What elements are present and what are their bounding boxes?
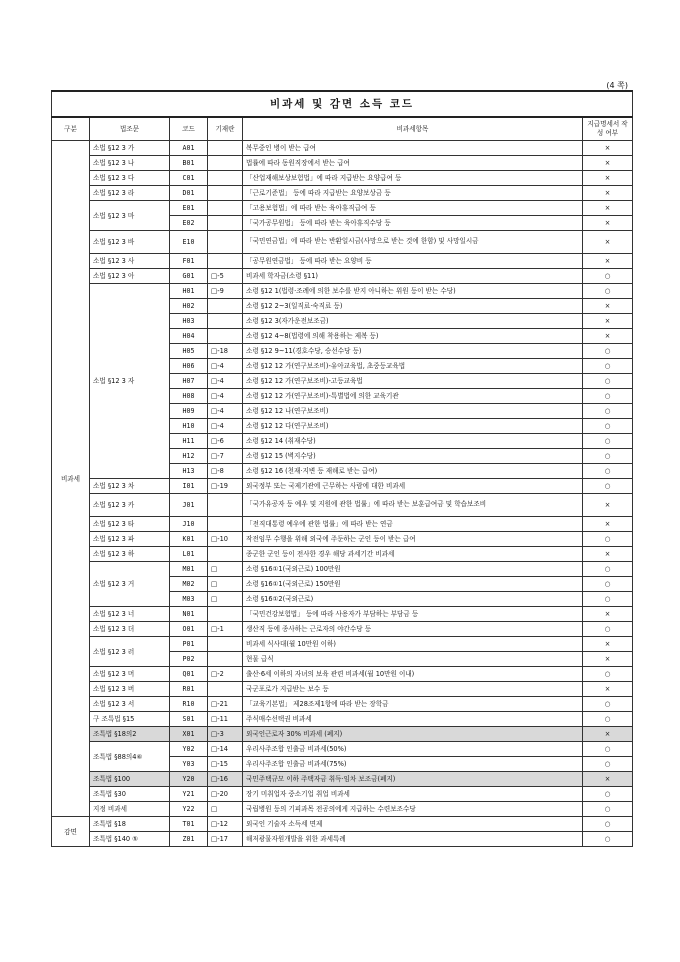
report-mark-cell: ○	[583, 592, 633, 607]
code-cell: H03	[170, 314, 208, 329]
code-cell: H13	[170, 464, 208, 479]
table-row	[52, 231, 633, 254]
code-cell: G01	[170, 269, 208, 284]
code-cell: H08	[170, 389, 208, 404]
code-cell: N01	[170, 607, 208, 622]
report-mark-cell: ○	[583, 284, 633, 299]
header-law: 법조문	[90, 117, 170, 141]
header-code: 코드	[170, 117, 208, 141]
law-cell: 소법 §12 3 서	[90, 697, 170, 712]
item-cell: 소령 §12 12 가(연구보조비)-고등교육법	[243, 374, 583, 389]
entry-no-cell: □-18	[208, 344, 243, 359]
code-cell: M01	[170, 562, 208, 577]
entry-no-cell: □-17	[208, 832, 243, 847]
report-mark-cell: ○	[583, 532, 633, 547]
code-cell: Y03	[170, 757, 208, 772]
code-cell: H04	[170, 329, 208, 344]
entry-no-cell	[208, 329, 243, 344]
table-row	[52, 479, 633, 494]
entry-no-cell: □	[208, 802, 243, 817]
table-row	[52, 742, 633, 757]
report-mark-cell: ×	[583, 171, 633, 186]
item-cell: 비과세 학자금(소령 §11)	[243, 269, 583, 284]
item-cell: 국민주택규모 이하 주택자금 취득·임차 보조금(폐지)	[243, 772, 583, 787]
item-cell: 해저광물자원개발을 위한 과세특례	[243, 832, 583, 847]
report-mark-cell: ×	[583, 607, 633, 622]
entry-no-cell: □	[208, 562, 243, 577]
code-cell: B01	[170, 156, 208, 171]
report-mark-cell: ○	[583, 832, 633, 847]
report-mark-cell: ○	[583, 434, 633, 449]
table-row	[52, 494, 633, 517]
code-cell: Q01	[170, 667, 208, 682]
law-cell: 소법 §12 3 자	[90, 284, 170, 479]
report-mark-cell: ×	[583, 637, 633, 652]
table-row	[52, 682, 633, 697]
table-row	[52, 697, 633, 712]
report-mark-cell: ○	[583, 622, 633, 637]
report-mark-cell: ×	[583, 299, 633, 314]
entry-no-cell: □-12	[208, 817, 243, 832]
law-cell: 소법 §12 3 라	[90, 186, 170, 201]
item-cell: 「산업재해보상보험법」에 따라 지급받는 요양급여 등	[243, 171, 583, 186]
entry-no-cell: □-11	[208, 712, 243, 727]
law-cell: 소법 §12 3 하	[90, 547, 170, 562]
table-row	[52, 772, 633, 787]
report-mark-cell: ×	[583, 156, 633, 171]
report-mark-cell: ○	[583, 479, 633, 494]
code-cell: I01	[170, 479, 208, 494]
item-cell: 「교육기본법」 제28조제1항에 따라 받는 장학금	[243, 697, 583, 712]
header-category: 구분	[52, 117, 90, 141]
law-cell: 소법 §12 3 다	[90, 171, 170, 186]
report-mark-cell: ○	[583, 577, 633, 592]
entry-no-cell: □-15	[208, 757, 243, 772]
table-title: 비과세 및 감면 소득 코드	[52, 91, 633, 117]
code-cell: H07	[170, 374, 208, 389]
table-row	[52, 667, 633, 682]
entry-no-cell: □	[208, 577, 243, 592]
item-cell: 소령 §12 15 (벽지수당)	[243, 449, 583, 464]
code-cell: H02	[170, 299, 208, 314]
entry-no-cell: □-4	[208, 404, 243, 419]
entry-no-cell: □-4	[208, 359, 243, 374]
entry-no-cell: □-20	[208, 787, 243, 802]
item-cell: 작전임무 수행을 위해 외국에 주둔하는 군인 등이 받는 급여	[243, 532, 583, 547]
item-cell: 비과세 식사대(월 10만원 이하)	[243, 637, 583, 652]
table-row	[52, 186, 633, 201]
law-cell: 조특법 §88의4⑥	[90, 742, 170, 772]
code-cell: H09	[170, 404, 208, 419]
code-cell: F01	[170, 254, 208, 269]
report-mark-cell: ×	[583, 517, 633, 532]
item-cell: 소령 §12 3(자가운전보조금)	[243, 314, 583, 329]
code-cell: P02	[170, 652, 208, 667]
category-nontaxable: 비과세	[52, 141, 90, 817]
item-cell: 「고용보험법」에 따라 받는 육아휴직급여 등	[243, 201, 583, 216]
header-entry-no: 기재란	[208, 117, 243, 141]
entry-no-cell: □-4	[208, 374, 243, 389]
law-cell: 소법 §12 3 가	[90, 141, 170, 156]
entry-no-cell	[208, 156, 243, 171]
code-cell: S01	[170, 712, 208, 727]
law-cell: 조특법 §18	[90, 817, 170, 832]
item-cell: 소령 §12 12 나(연구보조비)	[243, 404, 583, 419]
entry-no-cell	[208, 299, 243, 314]
table-row	[52, 254, 633, 269]
code-cell: K01	[170, 532, 208, 547]
report-mark-cell: ×	[583, 682, 633, 697]
law-cell: 소법 §12 3 머	[90, 667, 170, 682]
table-row	[52, 171, 633, 186]
entry-no-cell: □-5	[208, 269, 243, 284]
item-cell: 소령 §12 12 가(연구보조비)-유아교육법, 초중등교육법	[243, 359, 583, 374]
entry-no-cell: □-4	[208, 419, 243, 434]
item-cell: 현물 급식	[243, 652, 583, 667]
entry-no-cell	[208, 201, 243, 216]
law-cell: 구 조특법 §15	[90, 712, 170, 727]
report-mark-cell: ×	[583, 186, 633, 201]
entry-no-cell	[208, 314, 243, 329]
entry-no-cell: □-10	[208, 532, 243, 547]
report-mark-cell: ○	[583, 742, 633, 757]
law-cell: 소법 §12 3 거	[90, 562, 170, 607]
entry-no-cell: □	[208, 592, 243, 607]
code-cell: E01	[170, 201, 208, 216]
entry-no-cell: □-6	[208, 434, 243, 449]
report-mark-cell: ×	[583, 727, 633, 742]
table-row	[52, 817, 633, 832]
entry-no-cell	[208, 607, 243, 622]
table-row	[52, 562, 633, 577]
report-mark-cell: ○	[583, 667, 633, 682]
item-cell: 우리사주조합 인출금 비과세(75%)	[243, 757, 583, 772]
law-cell: 소법 §12 3 차	[90, 479, 170, 494]
report-mark-cell: ○	[583, 697, 633, 712]
entry-no-cell: □-1	[208, 622, 243, 637]
code-cell: L01	[170, 547, 208, 562]
report-mark-cell: ×	[583, 314, 633, 329]
code-cell: Y22	[170, 802, 208, 817]
item-cell: 소령 §12 9~11(경호수당, 승선수당 등)	[243, 344, 583, 359]
item-cell: 국군포로가 지급받는 보수 등	[243, 682, 583, 697]
report-mark-cell: ○	[583, 712, 633, 727]
table-row	[52, 802, 633, 817]
report-mark-cell: ○	[583, 787, 633, 802]
code-cell: H06	[170, 359, 208, 374]
law-cell: 소법 §12 3 바	[90, 231, 170, 254]
item-cell: 「국가유공자 등 예우 및 지원에 관한 법률」에 따라 받는 보훈급여금 및 학습보조비	[243, 494, 583, 517]
table-row	[52, 622, 633, 637]
code-cell: J10	[170, 517, 208, 532]
code-cell: R10	[170, 697, 208, 712]
code-cell: Y20	[170, 772, 208, 787]
law-cell: 조특법 §30	[90, 787, 170, 802]
table-row	[52, 832, 633, 847]
entry-no-cell	[208, 231, 243, 254]
table-row	[52, 712, 633, 727]
entry-no-cell	[208, 216, 243, 231]
report-mark-cell: ○	[583, 817, 633, 832]
item-cell: 주식매수선택권 비과세	[243, 712, 583, 727]
law-cell: 소법 §12 3 카	[90, 494, 170, 517]
entry-no-cell: □-8	[208, 464, 243, 479]
table-row	[52, 141, 633, 156]
item-cell: 법률에 따라 동원직장에서 받는 급여	[243, 156, 583, 171]
item-cell: 「전직대통령 예우에 관한 법률」에 따라 받는 연금	[243, 517, 583, 532]
code-cell: J01	[170, 494, 208, 517]
table-row	[52, 156, 633, 171]
entry-no-cell	[208, 637, 243, 652]
table-row	[52, 269, 633, 284]
item-cell: 소령 §16①2(국외근로)	[243, 592, 583, 607]
report-mark-cell: ×	[583, 141, 633, 156]
item-cell: 「국가공무원법」 등에 따라 받는 육아휴직수당 등	[243, 216, 583, 231]
report-mark-cell: ×	[583, 652, 633, 667]
report-mark-cell: ○	[583, 359, 633, 374]
report-mark-cell: ×	[583, 216, 633, 231]
report-mark-cell: ×	[583, 254, 633, 269]
report-mark-cell: ○	[583, 269, 633, 284]
item-cell: 국립병원 등의 기피과목 전공의에게 지급하는 수련보조수당	[243, 802, 583, 817]
income-code-table	[51, 90, 633, 847]
entry-no-cell: □-3	[208, 727, 243, 742]
report-mark-cell: ○	[583, 562, 633, 577]
code-cell: T01	[170, 817, 208, 832]
report-mark-cell: ○	[583, 374, 633, 389]
item-cell: 종군한 군인 등이 전사한 경우 해당 과세기간 비과세	[243, 547, 583, 562]
item-cell: 외국정부 또는 국제기관에 근무하는 사람에 대한 비과세	[243, 479, 583, 494]
item-cell: 출산·6세 이하의 자녀의 보육 관련 비과세(월 10만원 이내)	[243, 667, 583, 682]
report-mark-cell: ○	[583, 419, 633, 434]
code-cell: D01	[170, 186, 208, 201]
code-cell: H01	[170, 284, 208, 299]
item-cell: 「국민연금법」에 따라 받는 반환일시금(사망으로 받는 것에 한함) 및 사망일시금	[243, 231, 583, 254]
item-cell: 소령 §12 4~8(법령에 의해 착용하는 제복 등)	[243, 329, 583, 344]
code-cell: Y21	[170, 787, 208, 802]
item-cell: 외국인근로자 30% 비과세 (폐지)	[243, 727, 583, 742]
report-mark-cell: ×	[583, 494, 633, 517]
entry-no-cell	[208, 517, 243, 532]
header-item: 비과세항목	[243, 117, 583, 141]
report-mark-cell: ×	[583, 231, 633, 254]
table-row	[52, 517, 633, 532]
page-number: (4 쪽)	[606, 81, 628, 90]
item-cell: 소령 §12 1(법령·조례에 의한 보수를 받지 아니하는 위원 등이 받는 수당)	[243, 284, 583, 299]
item-cell: 「근로기준법」 등에 따라 지급받는 요양보상금 등	[243, 186, 583, 201]
item-cell: 복무중인 병이 받는 급여	[243, 141, 583, 156]
entry-no-cell: □-4	[208, 389, 243, 404]
item-cell: 소령 §12 12 다(연구보조비)	[243, 419, 583, 434]
report-mark-cell: ○	[583, 802, 633, 817]
code-cell: H12	[170, 449, 208, 464]
header-report-required: 지급명세서 작성 여부	[583, 117, 633, 141]
law-cell: 소법 §12 3 너	[90, 607, 170, 622]
law-cell: 조특법 §100	[90, 772, 170, 787]
item-cell: 소령 §12 12 가(연구보조비)-특별법에 의한 교육기관	[243, 389, 583, 404]
law-cell: 소법 §12 3 사	[90, 254, 170, 269]
entry-no-cell	[208, 141, 243, 156]
code-cell: H10	[170, 419, 208, 434]
code-cell: H11	[170, 434, 208, 449]
entry-no-cell: □-14	[208, 742, 243, 757]
item-cell: 소령 §12 14 (취재수당)	[243, 434, 583, 449]
law-cell: 조특법 §140 ⑤	[90, 832, 170, 847]
entry-no-cell	[208, 254, 243, 269]
item-cell: 생산직 등에 종사하는 근로자의 야간수당 등	[243, 622, 583, 637]
code-cell: O01	[170, 622, 208, 637]
report-mark-cell: ○	[583, 389, 633, 404]
law-cell: 소법 §12 3 마	[90, 201, 170, 231]
item-cell: 소령 §16①1(국외근로) 150만원	[243, 577, 583, 592]
entry-no-cell: □-16	[208, 772, 243, 787]
category-reduction: 감면	[52, 817, 90, 847]
entry-no-cell	[208, 682, 243, 697]
entry-no-cell	[208, 547, 243, 562]
entry-no-cell	[208, 652, 243, 667]
item-cell: 소령 §16①1(국외근로) 100만원	[243, 562, 583, 577]
table-row	[52, 532, 633, 547]
code-cell: X01	[170, 727, 208, 742]
entry-no-cell: □-9	[208, 284, 243, 299]
report-mark-cell: ○	[583, 404, 633, 419]
code-cell: C01	[170, 171, 208, 186]
item-cell: 「국민건강보험법」 등에 따라 사용자가 부담하는 부담금 등	[243, 607, 583, 622]
entry-no-cell: □-7	[208, 449, 243, 464]
item-cell: 우리사주조합 인출금 비과세(50%)	[243, 742, 583, 757]
report-mark-cell: ×	[583, 201, 633, 216]
law-cell: 소법 §12 3 파	[90, 532, 170, 547]
law-cell: 소법 §12 3 아	[90, 269, 170, 284]
table-row	[52, 284, 633, 299]
item-cell: 「공무원연금법」 등에 따라 받는 요양비 등	[243, 254, 583, 269]
law-cell: 소법 §12 3 나	[90, 156, 170, 171]
code-cell: E02	[170, 216, 208, 231]
code-cell: E10	[170, 231, 208, 254]
code-cell: A01	[170, 141, 208, 156]
table-row	[52, 607, 633, 622]
report-mark-cell: ○	[583, 449, 633, 464]
report-mark-cell: ○	[583, 464, 633, 479]
entry-no-cell	[208, 171, 243, 186]
law-cell: 소법 §12 3 타	[90, 517, 170, 532]
table-row	[52, 637, 633, 652]
item-cell: 소령 §12 16 (천재·지변 등 재해로 받는 급여)	[243, 464, 583, 479]
item-cell: 소령 §12 2~3(일직료·숙직료 등)	[243, 299, 583, 314]
law-cell: 소법 §12 3 러	[90, 637, 170, 667]
entry-no-cell: □-21	[208, 697, 243, 712]
report-mark-cell: ○	[583, 344, 633, 359]
law-cell: 소법 §12 3 더	[90, 622, 170, 637]
law-cell: 조특법 §18의2	[90, 727, 170, 742]
code-cell: Y02	[170, 742, 208, 757]
code-cell: Z01	[170, 832, 208, 847]
code-cell: H05	[170, 344, 208, 359]
report-mark-cell: ○	[583, 757, 633, 772]
table-row	[52, 727, 633, 742]
entry-no-cell: □-2	[208, 667, 243, 682]
table-row	[52, 201, 633, 216]
item-cell: 장기 미취업자 중소기업 취업 비과세	[243, 787, 583, 802]
report-mark-cell: ×	[583, 772, 633, 787]
law-cell: 지정 비과세	[90, 802, 170, 817]
code-cell: R01	[170, 682, 208, 697]
code-cell: M03	[170, 592, 208, 607]
entry-no-cell	[208, 494, 243, 517]
law-cell: 소법 §12 3 버	[90, 682, 170, 697]
report-mark-cell: ×	[583, 547, 633, 562]
table-row	[52, 547, 633, 562]
entry-no-cell	[208, 186, 243, 201]
entry-no-cell: □-19	[208, 479, 243, 494]
code-cell: M02	[170, 577, 208, 592]
item-cell: 외국인 기술자 소득세 면제	[243, 817, 583, 832]
code-cell: P01	[170, 637, 208, 652]
report-mark-cell: ×	[583, 329, 633, 344]
table-row	[52, 787, 633, 802]
